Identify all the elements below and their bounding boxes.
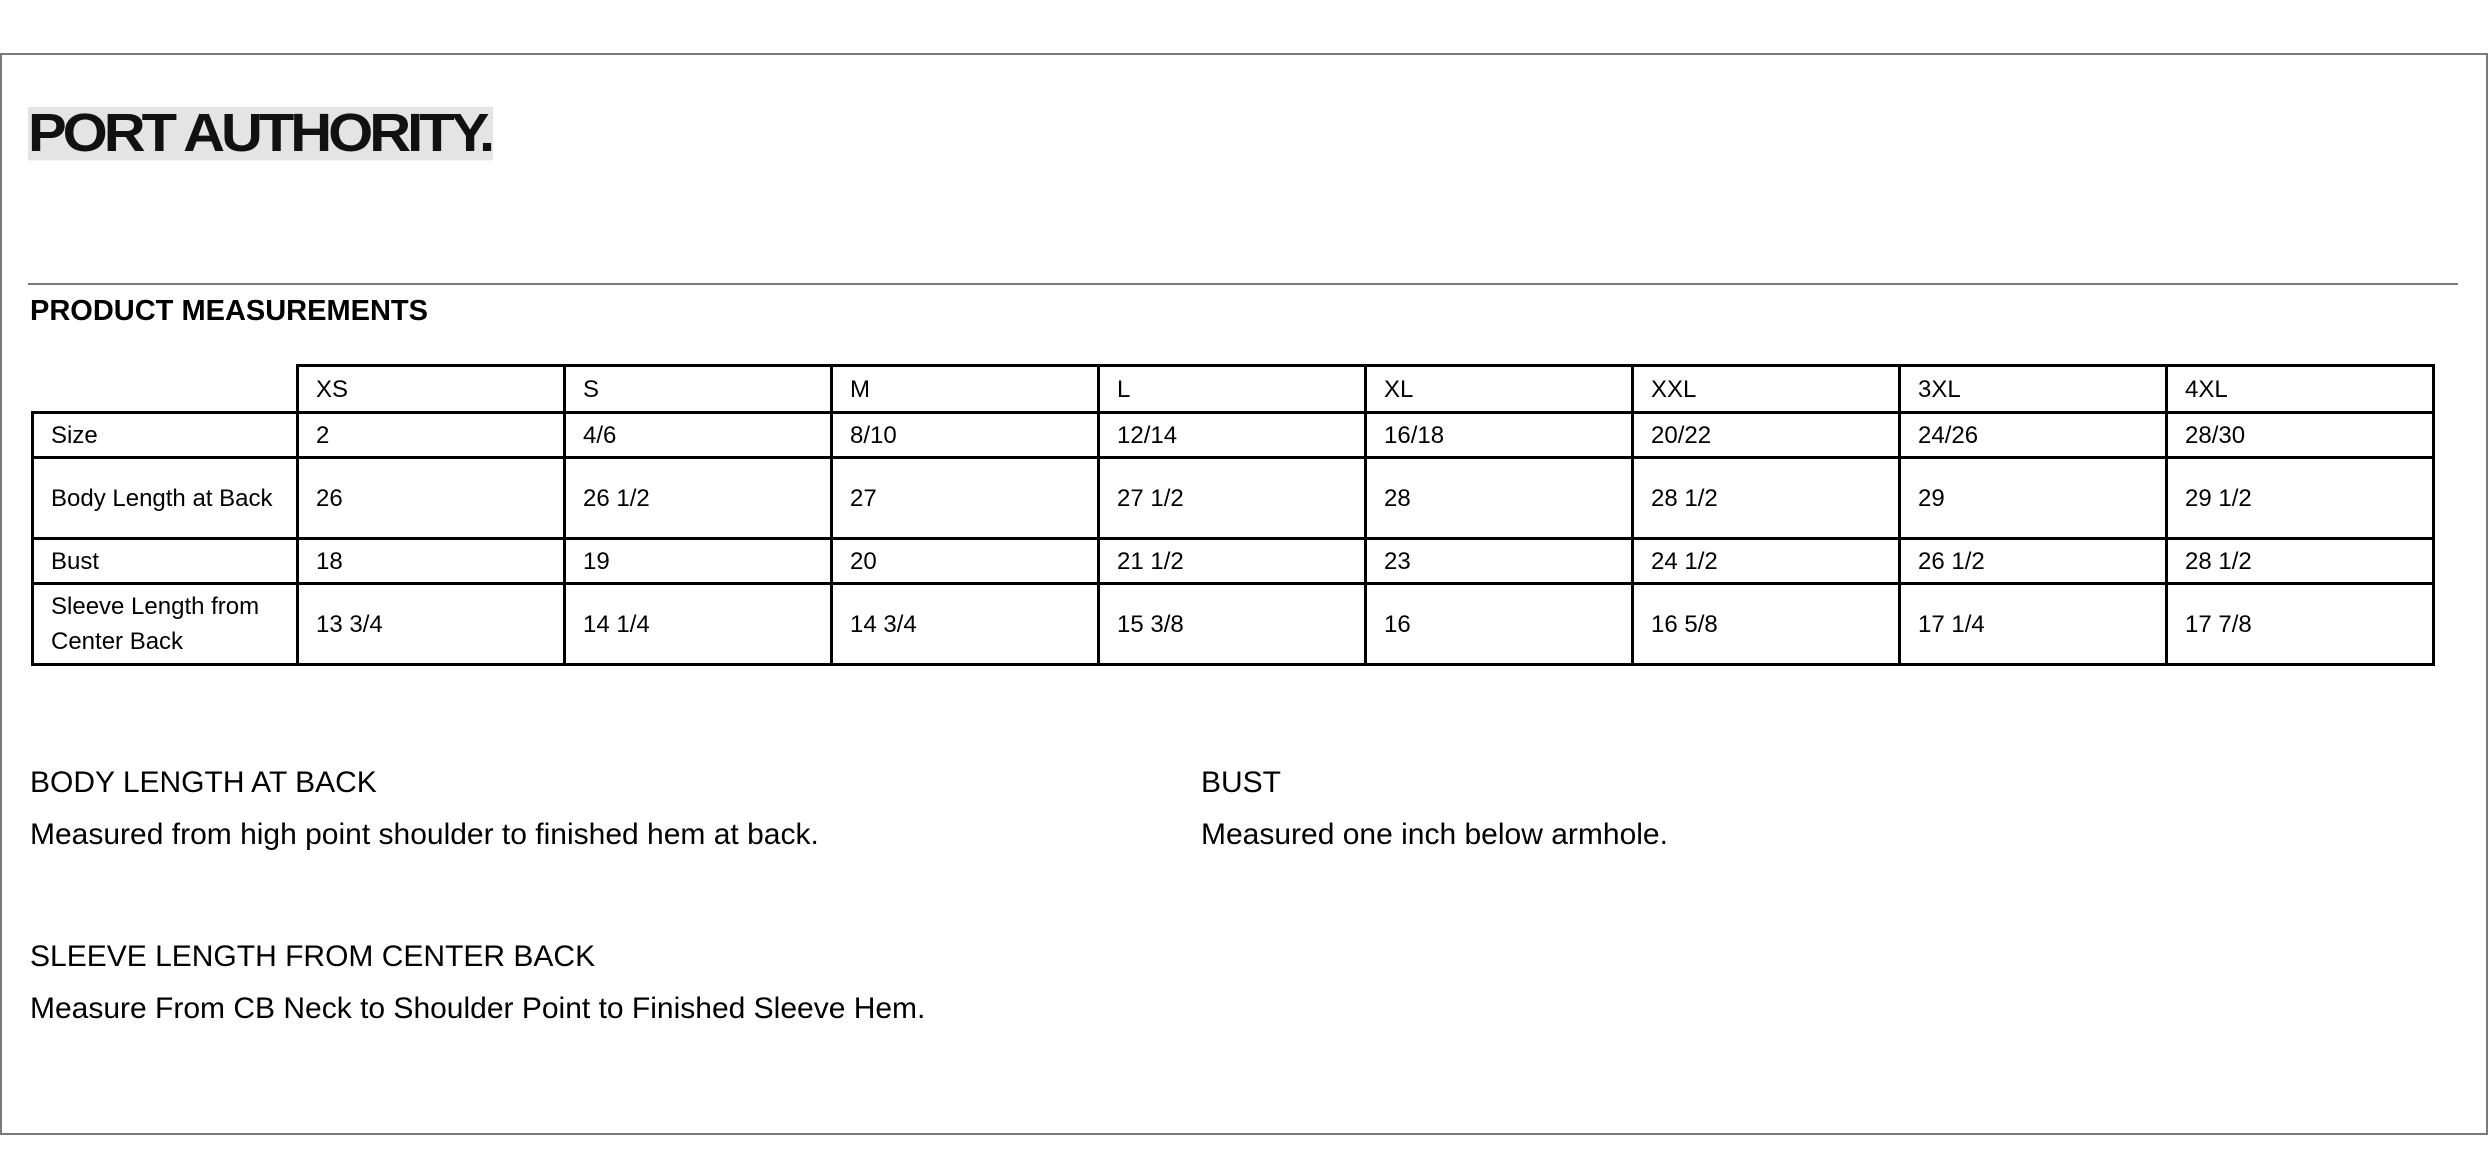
note-title-body-length: BODY LENGTH AT BACK [30,766,377,799]
table-cell: 28/30 [2167,413,2434,458]
row-label: Bust [33,539,298,584]
table-cell: 14 1/4 [565,584,832,665]
column-header: S [565,366,832,413]
brand-logo: PORT AUTHORITY. [28,103,492,164]
table-cell: 24/26 [1900,413,2167,458]
section-title: PRODUCT MEASUREMENTS [30,295,428,327]
table-cell: 14 3/4 [832,584,1099,665]
table-cell: 17 1/4 [1900,584,2167,665]
divider [28,283,2458,285]
column-header: 3XL [1900,366,2167,413]
note-body-sleeve-length: Measure From CB Neck to Shoulder Point to Finished Sleeve Hem. [30,992,926,1025]
table-cell: 29 [1900,458,2167,539]
table-cell: 27 1/2 [1099,458,1366,539]
table-cell: 8/10 [832,413,1099,458]
column-header: XS [298,366,565,413]
row-label: Sleeve Length from Center Back [33,584,298,665]
table-cell: 15 3/8 [1099,584,1366,665]
table-cell: 27 [832,458,1099,539]
table-cell: 18 [298,539,565,584]
column-header: XL [1366,366,1633,413]
table-cell: 12/14 [1099,413,1366,458]
table-cell: 26 1/2 [565,458,832,539]
row-label: Size [33,413,298,458]
column-header: L [1099,366,1366,413]
table-cell: 4/6 [565,413,832,458]
note-title-sleeve-length: SLEEVE LENGTH FROM CENTER BACK [30,940,596,973]
table-cell: 23 [1366,539,1633,584]
table-cell: 2 [298,413,565,458]
table-cell: 26 1/2 [1900,539,2167,584]
table-row [33,539,2434,584]
note-body-bust: Measured one inch below armhole. [1201,818,1668,851]
table-cell: 19 [565,539,832,584]
table-cell: 13 3/4 [298,584,565,665]
table-cell: 21 1/2 [1099,539,1366,584]
table-cell: 28 [1366,458,1633,539]
corner-cell [33,366,298,413]
note-body-body-length: Measured from high point shoulder to finished hem at back. [30,818,819,851]
column-header: 4XL [2167,366,2434,413]
table-cell: 24 1/2 [1633,539,1900,584]
table-cell: 16 [1366,584,1633,665]
row-label: Body Length at Back [33,458,298,539]
table-cell: 16/18 [1366,413,1633,458]
table-row [33,458,2434,539]
table-cell: 20/22 [1633,413,1900,458]
table-cell: 26 [298,458,565,539]
table-header-row [33,366,2434,413]
table-row [33,584,2434,665]
table-cell: 28 1/2 [2167,539,2434,584]
table-cell: 20 [832,539,1099,584]
note-title-bust: BUST [1201,766,1282,799]
measurements-table [31,364,2435,666]
table-cell: 17 7/8 [2167,584,2434,665]
column-header: XXL [1633,366,1900,413]
column-header: M [832,366,1099,413]
table-row [33,413,2434,458]
table-cell: 16 5/8 [1633,584,1900,665]
table-cell: 29 1/2 [2167,458,2434,539]
table-cell: 28 1/2 [1633,458,1900,539]
